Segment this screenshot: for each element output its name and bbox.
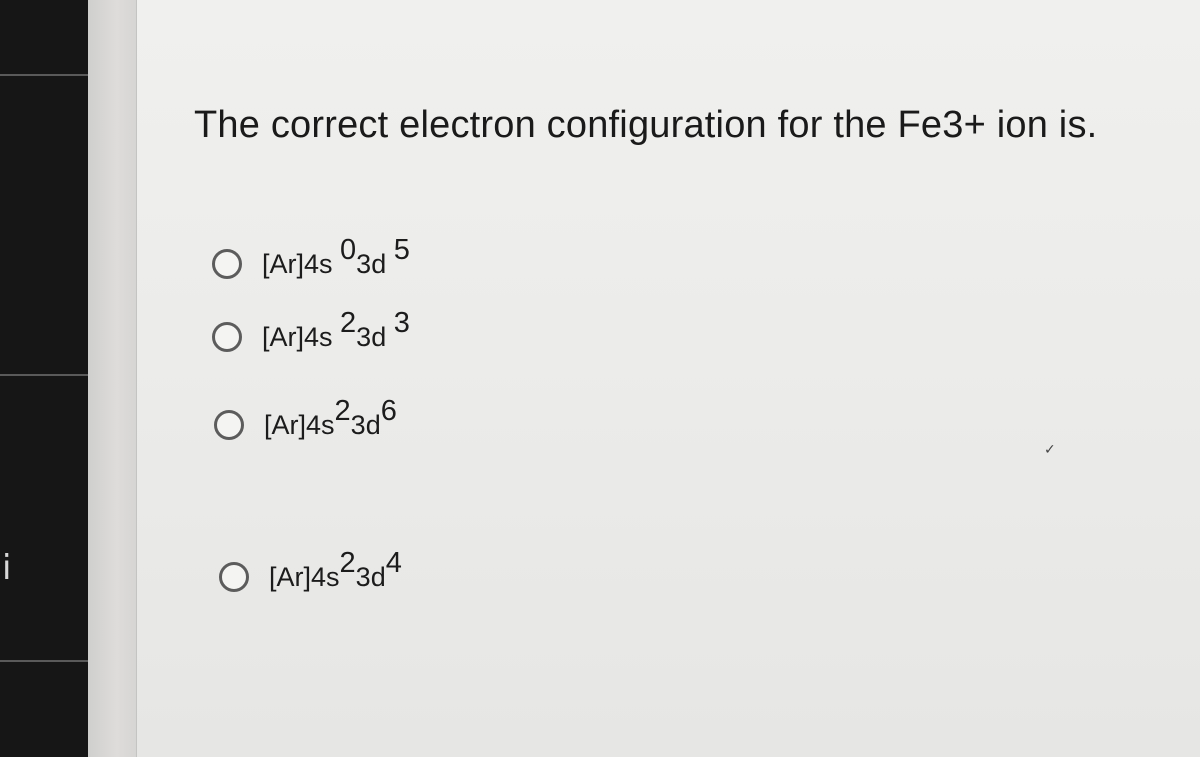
left-dark-sidebar — [0, 0, 88, 757]
answer-option-2[interactable] — [212, 306, 410, 352]
answer-option-3[interactable] — [214, 394, 397, 440]
answer-label: $[Ar]4s^23d^6$ — [264, 394, 397, 440]
cursor-mark: ✓ — [1044, 442, 1056, 458]
sidebar-divider — [0, 660, 88, 662]
sidebar-info-glyph: i — [2, 548, 12, 588]
sidebar-divider — [0, 374, 88, 376]
radio-button[interactable] — [214, 410, 244, 440]
answer-option-4[interactable] — [219, 546, 402, 592]
answer-option-1[interactable] — [212, 233, 410, 279]
question-text: The correct electron configuration for the Fe3+ ion is. — [194, 104, 1098, 146]
radio-button[interactable] — [212, 322, 242, 352]
sidebar-divider — [0, 74, 88, 76]
content-gutter — [88, 0, 137, 757]
answer-label: $[Ar]4s^23d^4$ — [269, 546, 402, 592]
answer-label: [Ar]4s $^0$3d $^5$ — [262, 233, 410, 279]
radio-button[interactable] — [219, 562, 249, 592]
radio-button[interactable] — [212, 249, 242, 279]
answer-label: [Ar]4s $^2$3d $^3$ — [262, 306, 410, 352]
